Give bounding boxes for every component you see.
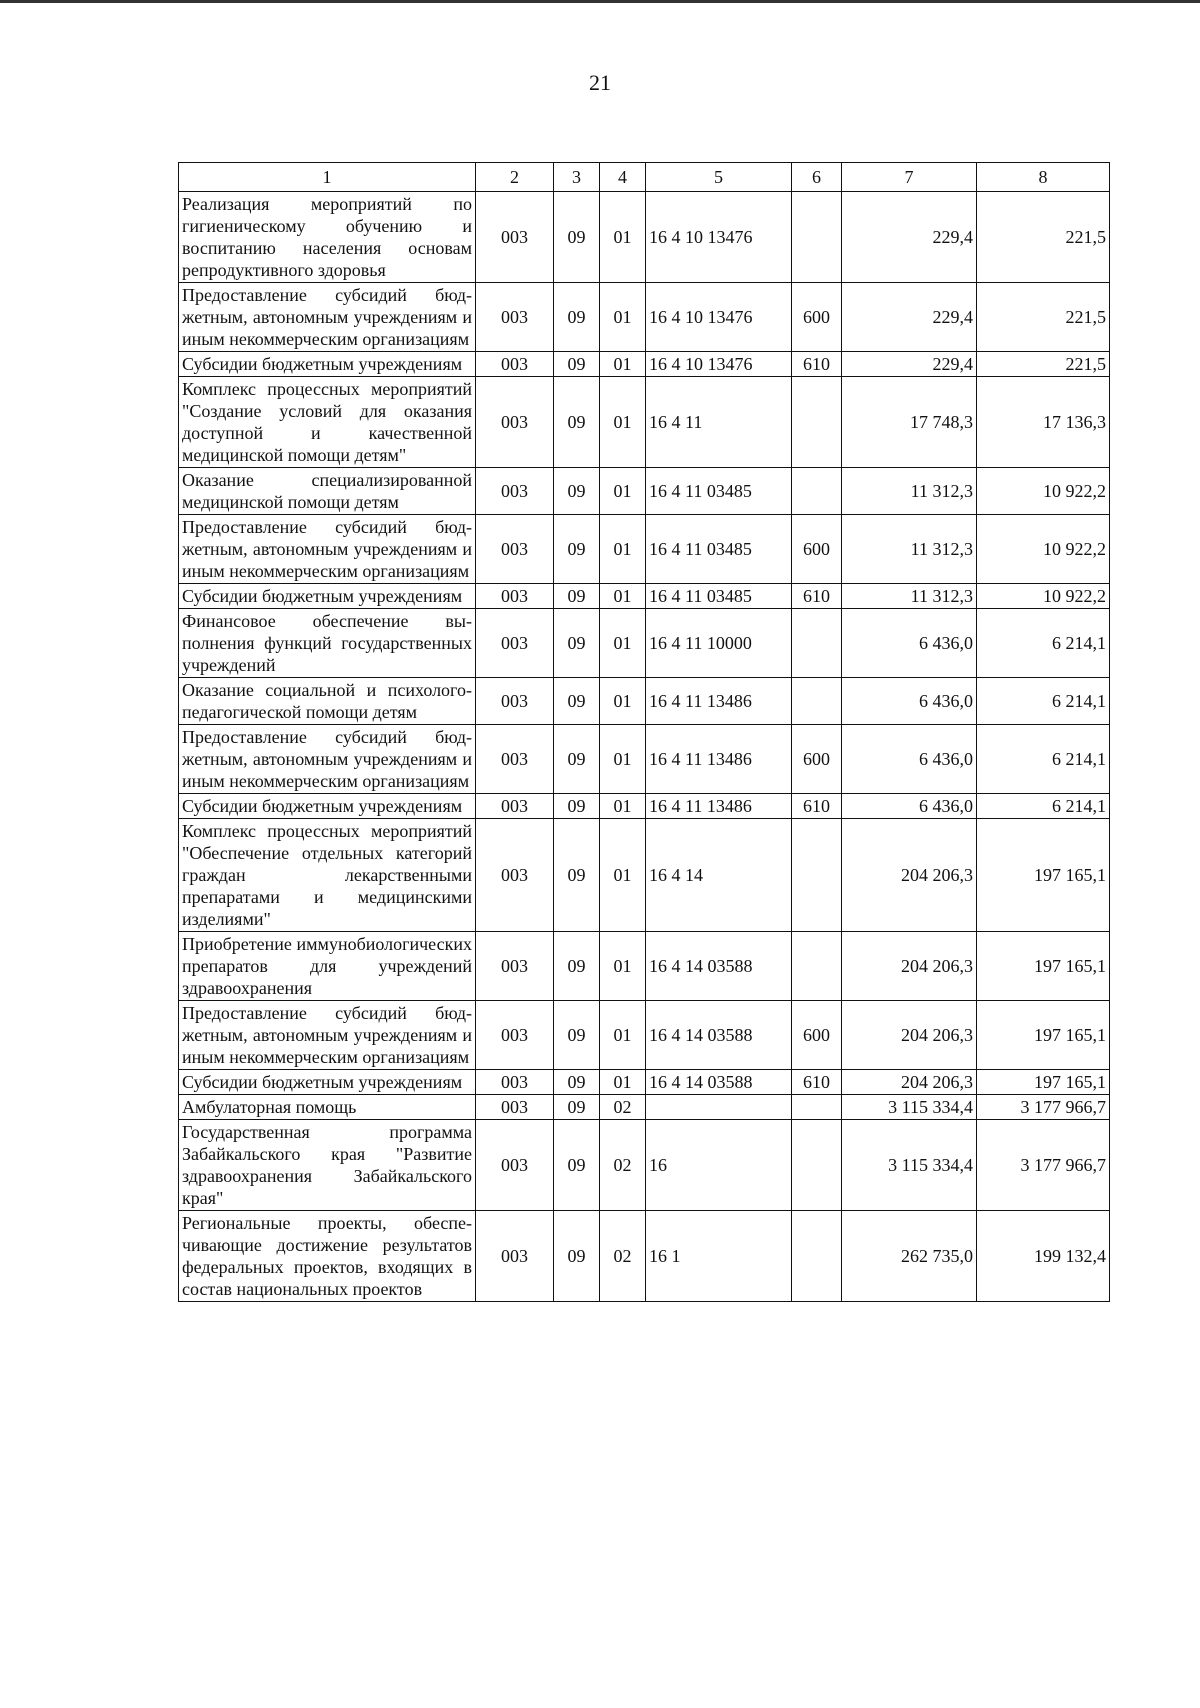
row-section-cell: 09 (554, 932, 600, 1001)
row-expense-type-cell (792, 932, 842, 1001)
row-section-cell: 09 (554, 1120, 600, 1211)
row-ministry-code-cell: 003 (476, 1211, 554, 1302)
row-subsection-cell: 01 (600, 932, 646, 1001)
table-row (179, 932, 1110, 1001)
row-section-cell: 09 (554, 609, 600, 678)
row-name-cell: Комплекс процессных мероприятий "Создание условий для оказания доступной и качественной медицинской помощи детям" (179, 377, 476, 468)
row-name-cell: Оказание специализированной медицинской помощи детям (179, 468, 476, 515)
row-amount-col7-cell: 229,4 (842, 192, 977, 283)
row-amount-col7-cell: 11 312,3 (842, 468, 977, 515)
row-name-cell: Предоставление субсидий бюджетным, автономным учреждениям и иным некоммерческим организациям (179, 725, 476, 794)
row-name-cell: Субсидии бюджетным учреждениям (179, 794, 476, 819)
row-target-item-cell: 16 4 10 13476 (646, 192, 792, 283)
row-target-item-cell: 16 4 14 03588 (646, 1070, 792, 1095)
row-name-cell: Субсидии бюджетным учреждениям (179, 584, 476, 609)
row-amount-col8-cell: 10 922,2 (977, 515, 1110, 584)
row-expense-type-cell (792, 678, 842, 725)
row-subsection-cell: 02 (600, 1211, 646, 1302)
row-expense-type-cell: 610 (792, 584, 842, 609)
page-number: 21 (589, 70, 611, 95)
row-amount-col7-cell: 6 436,0 (842, 678, 977, 725)
row-name-cell: Реализация мероприятий по гигиеническому обучению и воспитанию населения основам репродуктивного здоровья (179, 192, 476, 283)
row-ministry-code-cell: 003 (476, 725, 554, 794)
row-amount-col8-cell: 6 214,1 (977, 794, 1110, 819)
row-expense-type-cell (792, 377, 842, 468)
row-target-item-cell: 16 4 14 (646, 819, 792, 932)
row-target-item-cell: 16 4 11 13486 (646, 794, 792, 819)
row-target-item-cell: 16 4 11 (646, 377, 792, 468)
row-expense-type-cell: 610 (792, 1070, 842, 1095)
header-col-6: 6 (792, 163, 842, 192)
row-amount-col7-cell: 11 312,3 (842, 584, 977, 609)
row-name-cell: Региональные проекты, обеспечивающие достижение результатов федеральных проектов, входящих в состав национальных проектов (179, 1211, 476, 1302)
row-expense-type-cell: 600 (792, 1001, 842, 1070)
row-target-item-cell: 16 4 11 13486 (646, 725, 792, 794)
row-section-cell: 09 (554, 584, 600, 609)
row-ministry-code-cell: 003 (476, 352, 554, 377)
table-row (179, 283, 1110, 352)
row-expense-type-cell (792, 1211, 842, 1302)
row-amount-col8-cell: 10 922,2 (977, 468, 1110, 515)
row-expense-type-cell: 600 (792, 283, 842, 352)
header-col-7: 7 (842, 163, 977, 192)
row-amount-col7-cell: 229,4 (842, 352, 977, 377)
row-section-cell: 09 (554, 283, 600, 352)
row-expense-type-cell (792, 192, 842, 283)
row-subsection-cell: 01 (600, 725, 646, 794)
table-row (179, 609, 1110, 678)
row-subsection-cell: 01 (600, 468, 646, 515)
row-ministry-code-cell: 003 (476, 1120, 554, 1211)
table-row (179, 377, 1110, 468)
row-subsection-cell: 01 (600, 515, 646, 584)
header-col-3: 3 (554, 163, 600, 192)
table-row (179, 352, 1110, 377)
row-expense-type-cell: 610 (792, 794, 842, 819)
row-subsection-cell: 01 (600, 352, 646, 377)
row-expense-type-cell: 610 (792, 352, 842, 377)
table-row (179, 819, 1110, 932)
row-expense-type-cell (792, 819, 842, 932)
row-target-item-cell: 16 4 11 03485 (646, 584, 792, 609)
row-amount-col8-cell: 221,5 (977, 192, 1110, 283)
row-name-cell: Субсидии бюджетным учреждениям (179, 1070, 476, 1095)
row-target-item-cell: 16 4 11 03485 (646, 468, 792, 515)
row-target-item-cell: 16 4 11 10000 (646, 609, 792, 678)
row-section-cell: 09 (554, 377, 600, 468)
row-expense-type-cell (792, 1120, 842, 1211)
row-amount-col8-cell: 17 136,3 (977, 377, 1110, 468)
table-row (179, 1211, 1110, 1302)
row-target-item-cell: 16 4 10 13476 (646, 283, 792, 352)
row-section-cell: 09 (554, 1070, 600, 1095)
row-name-cell: Предоставление субсидий бюджетным, автономным учреждениям и иным некоммерческим организациям (179, 1001, 476, 1070)
table-row (179, 794, 1110, 819)
row-ministry-code-cell: 003 (476, 819, 554, 932)
row-section-cell: 09 (554, 725, 600, 794)
table-row (179, 1070, 1110, 1095)
row-section-cell: 09 (554, 678, 600, 725)
header-col-1: 1 (179, 163, 476, 192)
row-amount-col7-cell: 17 748,3 (842, 377, 977, 468)
row-amount-col7-cell: 204 206,3 (842, 1001, 977, 1070)
row-expense-type-cell (792, 1095, 842, 1120)
row-section-cell: 09 (554, 819, 600, 932)
row-subsection-cell: 01 (600, 584, 646, 609)
row-name-cell: Комплекс процессных мероприятий "Обеспечение отдельных категорий граждан лекарственными препаратами и медицинскими изделиями" (179, 819, 476, 932)
row-ministry-code-cell: 003 (476, 192, 554, 283)
row-name-cell: Оказание социальной и психолого-педагогической помощи детям (179, 678, 476, 725)
row-target-item-cell: 16 4 14 03588 (646, 1001, 792, 1070)
row-amount-col7-cell: 6 436,0 (842, 725, 977, 794)
row-amount-col7-cell: 3 115 334,4 (842, 1120, 977, 1211)
row-subsection-cell: 02 (600, 1095, 646, 1120)
table-row (179, 1095, 1110, 1120)
row-amount-col8-cell: 221,5 (977, 283, 1110, 352)
row-amount-col8-cell: 3 177 966,7 (977, 1120, 1110, 1211)
table-body (179, 192, 1110, 1302)
row-target-item-cell: 16 4 10 13476 (646, 352, 792, 377)
row-target-item-cell: 16 4 11 13486 (646, 678, 792, 725)
row-subsection-cell: 01 (600, 609, 646, 678)
table-row (179, 725, 1110, 794)
row-amount-col7-cell: 262 735,0 (842, 1211, 977, 1302)
row-amount-col8-cell: 6 214,1 (977, 678, 1110, 725)
row-target-item-cell: 16 (646, 1120, 792, 1211)
row-ministry-code-cell: 003 (476, 377, 554, 468)
row-ministry-code-cell: 003 (476, 283, 554, 352)
row-amount-col8-cell: 197 165,1 (977, 932, 1110, 1001)
row-ministry-code-cell: 003 (476, 1001, 554, 1070)
row-amount-col8-cell: 197 165,1 (977, 1001, 1110, 1070)
row-subsection-cell: 01 (600, 678, 646, 725)
row-subsection-cell: 01 (600, 377, 646, 468)
row-section-cell: 09 (554, 1095, 600, 1120)
table-row (179, 1001, 1110, 1070)
row-amount-col8-cell: 3 177 966,7 (977, 1095, 1110, 1120)
row-target-item-cell (646, 1095, 792, 1120)
row-name-cell: Амбулаторная помощь (179, 1095, 476, 1120)
row-amount-col8-cell: 197 165,1 (977, 819, 1110, 932)
row-section-cell: 09 (554, 192, 600, 283)
row-amount-col8-cell: 6 214,1 (977, 725, 1110, 794)
table-row (179, 468, 1110, 515)
row-ministry-code-cell: 003 (476, 468, 554, 515)
row-name-cell: Финансовое обеспечение выполнения функций государственных учреждений (179, 609, 476, 678)
row-ministry-code-cell: 003 (476, 678, 554, 725)
row-amount-col7-cell: 204 206,3 (842, 1070, 977, 1095)
row-expense-type-cell (792, 609, 842, 678)
row-amount-col7-cell: 204 206,3 (842, 932, 977, 1001)
row-expense-type-cell (792, 468, 842, 515)
row-amount-col7-cell: 6 436,0 (842, 609, 977, 678)
row-amount-col7-cell: 6 436,0 (842, 794, 977, 819)
row-ministry-code-cell: 003 (476, 1095, 554, 1120)
row-subsection-cell: 01 (600, 1001, 646, 1070)
row-section-cell: 09 (554, 1001, 600, 1070)
header-col-2: 2 (476, 163, 554, 192)
table-row (179, 515, 1110, 584)
row-name-cell: Субсидии бюджетным учреждениям (179, 352, 476, 377)
header-col-4: 4 (600, 163, 646, 192)
table-row (179, 192, 1110, 283)
row-amount-col7-cell: 11 312,3 (842, 515, 977, 584)
row-subsection-cell: 01 (600, 192, 646, 283)
row-amount-col8-cell: 199 132,4 (977, 1211, 1110, 1302)
row-name-cell: Государственная программа Забайкальского края "Развитие здравоохранения Забайкальского края" (179, 1120, 476, 1211)
row-name-cell: Приобретение иммунобиологических препаратов для учреждений здравоохранения (179, 932, 476, 1001)
row-ministry-code-cell: 003 (476, 794, 554, 819)
row-name-cell: Предоставление субсидий бюджетным, автономным учреждениям и иным некоммерческим организациям (179, 283, 476, 352)
row-ministry-code-cell: 003 (476, 1070, 554, 1095)
header-col-5: 5 (646, 163, 792, 192)
row-ministry-code-cell: 003 (476, 932, 554, 1001)
row-amount-col8-cell: 10 922,2 (977, 584, 1110, 609)
row-section-cell: 09 (554, 352, 600, 377)
row-amount-col8-cell: 6 214,1 (977, 609, 1110, 678)
row-ministry-code-cell: 003 (476, 584, 554, 609)
row-section-cell: 09 (554, 1211, 600, 1302)
row-amount-col7-cell: 3 115 334,4 (842, 1095, 977, 1120)
row-target-item-cell: 16 4 11 03485 (646, 515, 792, 584)
row-name-cell: Предоставление субсидий бюджетным, автономным учреждениям и иным некоммерческим организациям (179, 515, 476, 584)
row-target-item-cell: 16 4 14 03588 (646, 932, 792, 1001)
table-row (179, 1120, 1110, 1211)
row-section-cell: 09 (554, 468, 600, 515)
table-row (179, 584, 1110, 609)
header-col-8: 8 (977, 163, 1110, 192)
row-subsection-cell: 02 (600, 1120, 646, 1211)
budget-table (178, 162, 1110, 1302)
row-subsection-cell: 01 (600, 283, 646, 352)
row-section-cell: 09 (554, 794, 600, 819)
table-row (179, 678, 1110, 725)
row-amount-col8-cell: 197 165,1 (977, 1070, 1110, 1095)
top-scan-rule (0, 0, 1200, 3)
row-amount-col7-cell: 204 206,3 (842, 819, 977, 932)
row-subsection-cell: 01 (600, 794, 646, 819)
row-subsection-cell: 01 (600, 819, 646, 932)
row-ministry-code-cell: 003 (476, 515, 554, 584)
row-target-item-cell: 16 1 (646, 1211, 792, 1302)
row-amount-col7-cell: 229,4 (842, 283, 977, 352)
row-expense-type-cell: 600 (792, 515, 842, 584)
row-amount-col8-cell: 221,5 (977, 352, 1110, 377)
row-expense-type-cell: 600 (792, 725, 842, 794)
row-ministry-code-cell: 003 (476, 609, 554, 678)
row-subsection-cell: 01 (600, 1070, 646, 1095)
row-section-cell: 09 (554, 515, 600, 584)
header-row (179, 163, 1110, 192)
